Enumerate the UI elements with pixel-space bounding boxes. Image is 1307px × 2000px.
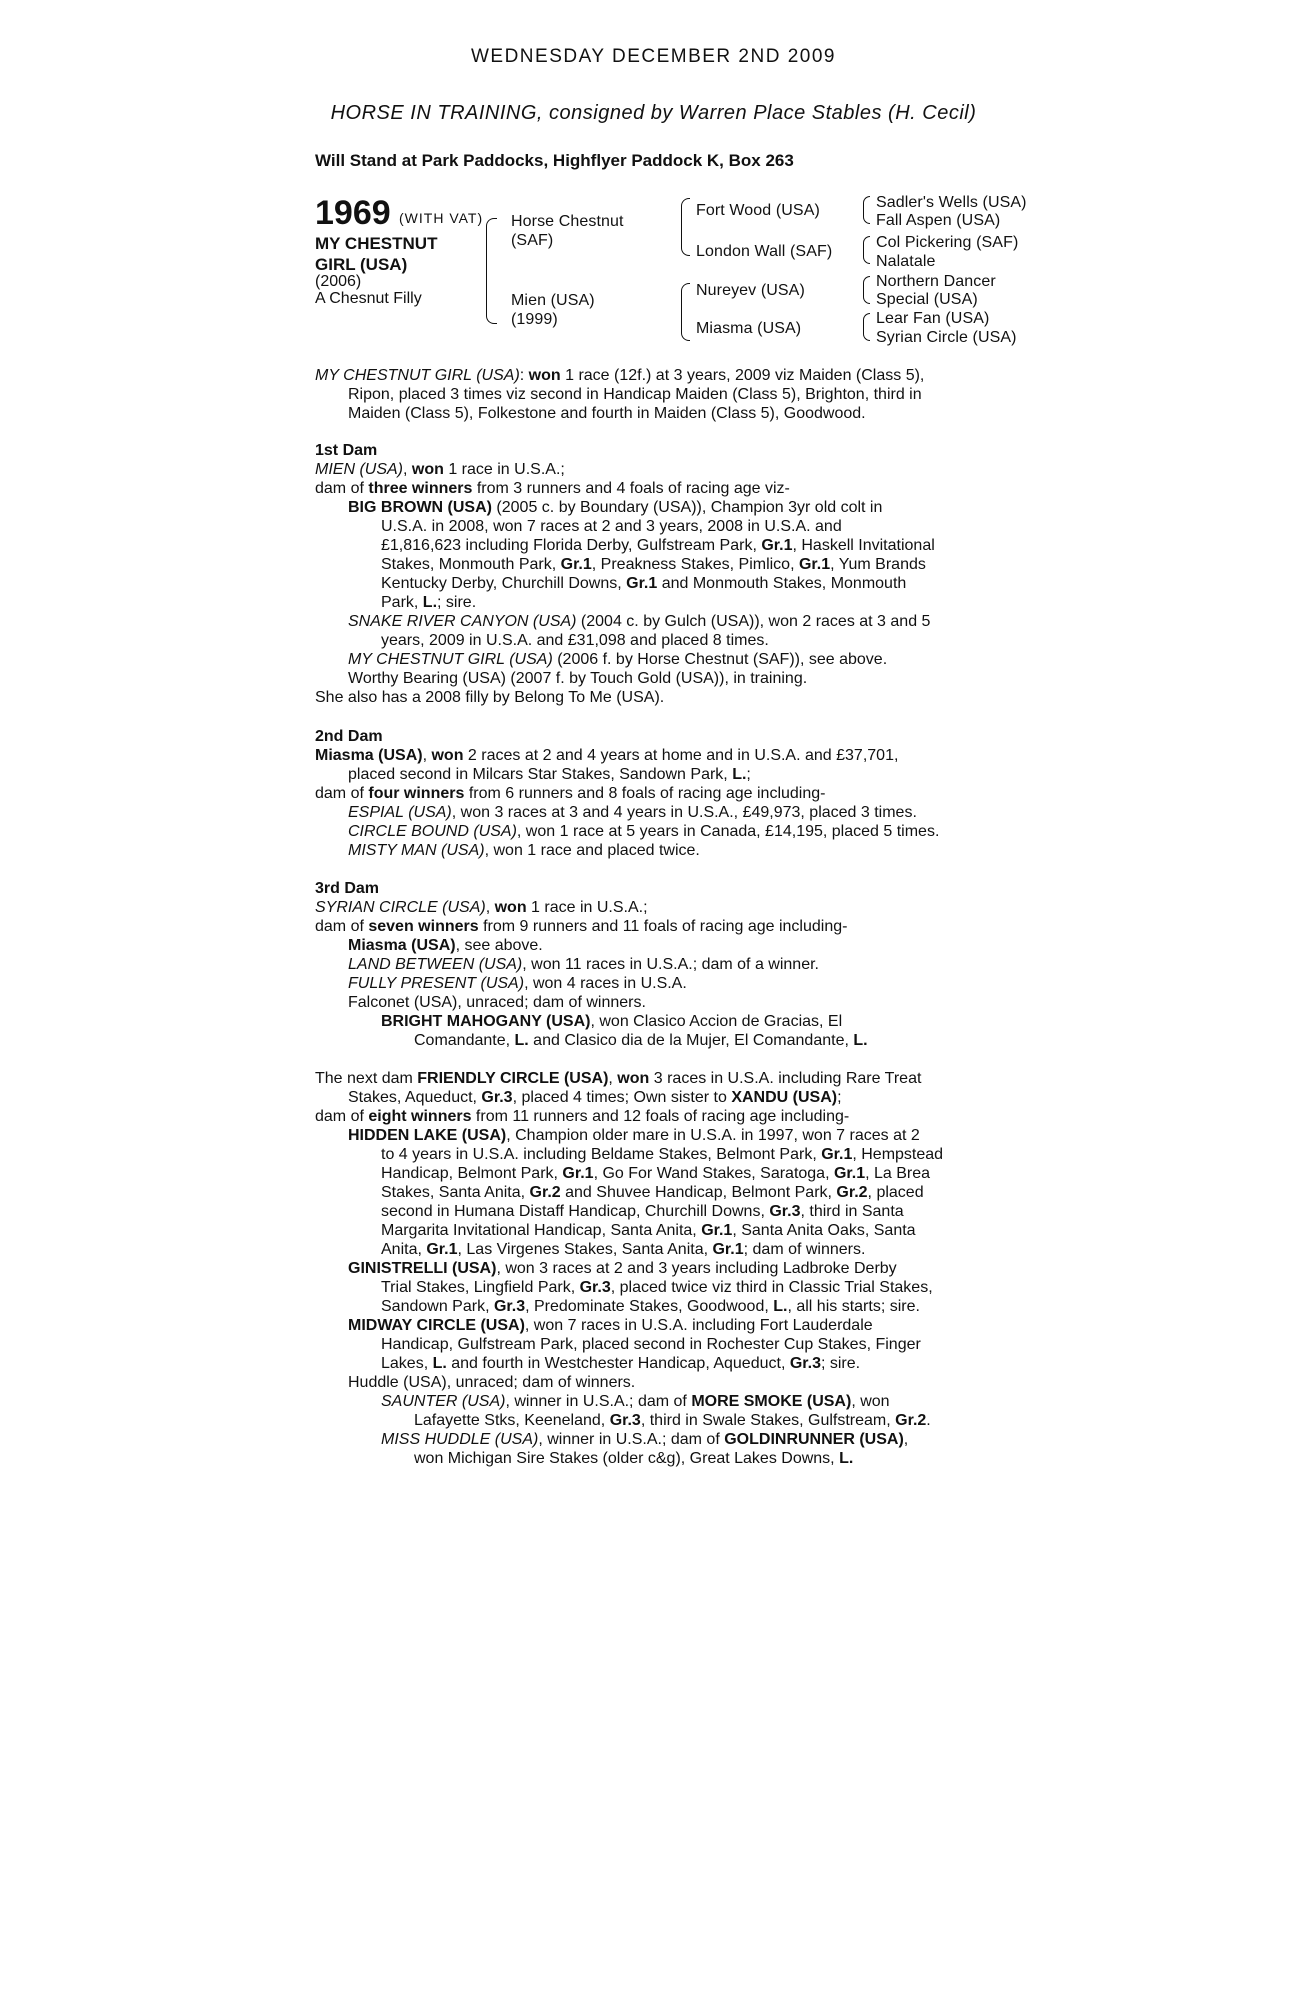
sale-date: WEDNESDAY DECEMBER 2ND 2009 bbox=[470, 46, 836, 67]
pedigree-brace-sd bbox=[863, 236, 870, 264]
horse-year: (2006) bbox=[315, 273, 362, 290]
pedigree-ssd: Fall Aspen (USA) bbox=[876, 212, 1001, 229]
pedigree-sss: Sadler's Wells (USA) bbox=[876, 194, 1027, 211]
first-dam-section: 1st Dam MIEN (USA), won 1 race in U.S.A.; dam of three winners from 3 runners and 4 foals of racing age viz- BIG BROWN (USA) (2005 c. by Boundary (USA)), Champion 3yr old colt in U.S.A. in 2008, won 7 races at 2 and 3 years, 2008 in U.S.A. and £1,816,623 including Florida Derby, Gulfstream Park, Gr.1, Haskell Invitational Stakes, Monmouth Park, Gr.1, Preakness Stakes, Pimlico, Gr.1, Yum Brands Kentucky Derby, Churchill Downs, Gr.1 and Monmouth Stakes, Monmouth Park, L.; sire. SNAKE RIVER CANYON (USA) (2004 c. by Gulch (USA)), won 2 races at 3 and 5 years, 2009 in U.S.A. and £31,098 and placed 8 times. MY CHESTNUT GIRL (USA) (2006 f. by Horse Chestnut (SAF)), see above. Worthy Bearing (USA) (2007 f. by Touch Gold (USA)), in training. She also has a 2008 filly by Belong To Me (USA). bbox=[315, 442, 935, 706]
pedigree-ddd: Syrian Circle (USA) bbox=[876, 329, 1017, 346]
second-dam-section: 2nd Dam Miasma (USA), won 2 races at 2 and 4 years at home and in U.S.A. and £37,701, placed second in Milcars Star Stakes, Sandown Park, L.; dam of four winners from 6 runners and 8 foals of racing age including- ESPIAL (USA), won 3 races at 3 and 4 years in U.S.A., £49,973, placed 3 times. CIRCLE BOUND (USA), won 1 race at 5 years in Canada, £14,195, placed 5 times. MISTY MAN (USA), won 1 race and placed twice. bbox=[315, 728, 940, 859]
pedigree-dss: Northern Dancer bbox=[876, 273, 996, 290]
pedigree-sire: Horse Chestnut (SAF) bbox=[511, 213, 624, 249]
pedigree-dam: Mien (USA) bbox=[511, 292, 595, 309]
pedigree-brace-sire bbox=[681, 198, 690, 256]
horse-name: MY CHESTNUT GIRL (USA) bbox=[315, 234, 438, 274]
pedigree-brace-dd bbox=[863, 313, 870, 341]
pedigree-brace-ds bbox=[863, 276, 870, 304]
pedigree-dam-year: (1999) bbox=[511, 311, 558, 328]
pedigree-sds: Col Pickering (SAF) bbox=[876, 234, 1019, 251]
pedigree-brace-ss bbox=[863, 196, 870, 224]
horse-description: A Chesnut Filly bbox=[315, 290, 422, 307]
pedigree-dsd: Special (USA) bbox=[876, 291, 978, 308]
pedigree-sd: London Wall (SAF) bbox=[696, 243, 833, 260]
vat-note: (WITH VAT) bbox=[399, 210, 484, 226]
pedigree-dd: Miasma (USA) bbox=[696, 320, 802, 337]
pedigree-sdd: Nalatale bbox=[876, 253, 936, 270]
pedigree-ds: Nureyev (USA) bbox=[696, 282, 805, 299]
third-dam-section: 3rd Dam SYRIAN CIRCLE (USA), won 1 race in U.S.A.; dam of seven winners from 9 runners and 11 foals of racing age including- Miasma (USA), see above. LAND BETWEEN (USA), won 11 races in U.S.A.; dam of a winner. FULLY PRESENT (USA), won 4 races in U.S.A. Falconet (USA), unraced; dam of winners. BRIGHT MAHOGANY (USA), won Clasico Accion de Gracias, El Comandante, L. and Clasico dia de la Mujer, El Comandante, L. bbox=[315, 880, 868, 1049]
lot-number: 1969 bbox=[315, 194, 391, 232]
next-dam-section: The next dam FRIENDLY CIRCLE (USA), won 3 races in U.S.A. including Rare Treat Stakes, Aqueduct, Gr.3, placed 4 times; Own sister to XANDU (USA); dam of eight winners from 11 runners and 12 foals of racing age including- HIDDEN LAKE (USA), Champion older mare in U.S.A. in 1997, won 7 races at 2 to 4 years in U.S.A. including Beldame Stakes, Belmont Park, Gr.1, Hempstead Handicap, Belmont Park, Gr.1, Go For Wand Stakes, Saratoga, Gr.1, La Brea Stakes, Santa Anita, Gr.2 and Shuvee Handicap, Belmont Park, Gr.2, placed second in Humana Distaff Handicap, Churchill Downs, Gr.3, third in Santa Margarita Invitational Handicap, Santa Anita, Gr.1, Santa Anita Oaks, Santa Anita, Gr.1, Las Virgenes Stakes, Santa Anita, Gr.1; dam of winners. GINISTRELLI (USA), won 3 races at 2 and 3 years including Ladbroke Derby Trial Stakes, Lingfield Park, Gr.3, placed twice viz third in Classic Trial Stakes, Sandown Park, Gr.3, Predominate Stakes, Goodwood, L., all his starts; sire. MIDWAY CIRCLE (USA), won 7 races in U.S.A. including Fort Lauderdale Handicap, Gulfstream Park, placed second in Rochester Cup Stakes, Finger Lakes, L. and fourth in Westchester Handicap, Aqueduct, Gr.3; sire. Huddle (USA), unraced; dam of winners. SAUNTER (USA), winner in U.S.A.; dam of MORE SMOKE (USA), won Lafayette Stks, Keeneland, Gr.3, third in Swale Stakes, Gulfstream, Gr.2. MISS HUDDLE (USA), winner in U.S.A.; dam of GOLDINRUNNER (USA), won Michigan Sire Stakes (older c&g), Great Lakes Downs, L. bbox=[315, 1070, 944, 1467]
pedigree-ss: Fort Wood (USA) bbox=[696, 202, 820, 219]
pedigree-brace-main bbox=[486, 218, 497, 324]
race-record: MY CHESTNUT GIRL (USA): won 1 race (12f.) at 3 years, 2009 viz Maiden (Class 5), Ripon, placed 3 times viz second in Handicap Maiden (Class 5), Brighton, third in Maiden (Class 5), Folkestone and fourth in Maiden (Class 5), Goodwood. bbox=[315, 367, 925, 422]
lot-subtitle: HORSE IN TRAINING, consigned by Warren Place Stables (H. Cecil) bbox=[330, 102, 977, 124]
stand-location: Will Stand at Park Paddocks, Highflyer Paddock K, Box 263 bbox=[315, 151, 794, 170]
pedigree-brace-dam bbox=[681, 283, 690, 341]
pedigree-dds: Lear Fan (USA) bbox=[876, 310, 990, 327]
